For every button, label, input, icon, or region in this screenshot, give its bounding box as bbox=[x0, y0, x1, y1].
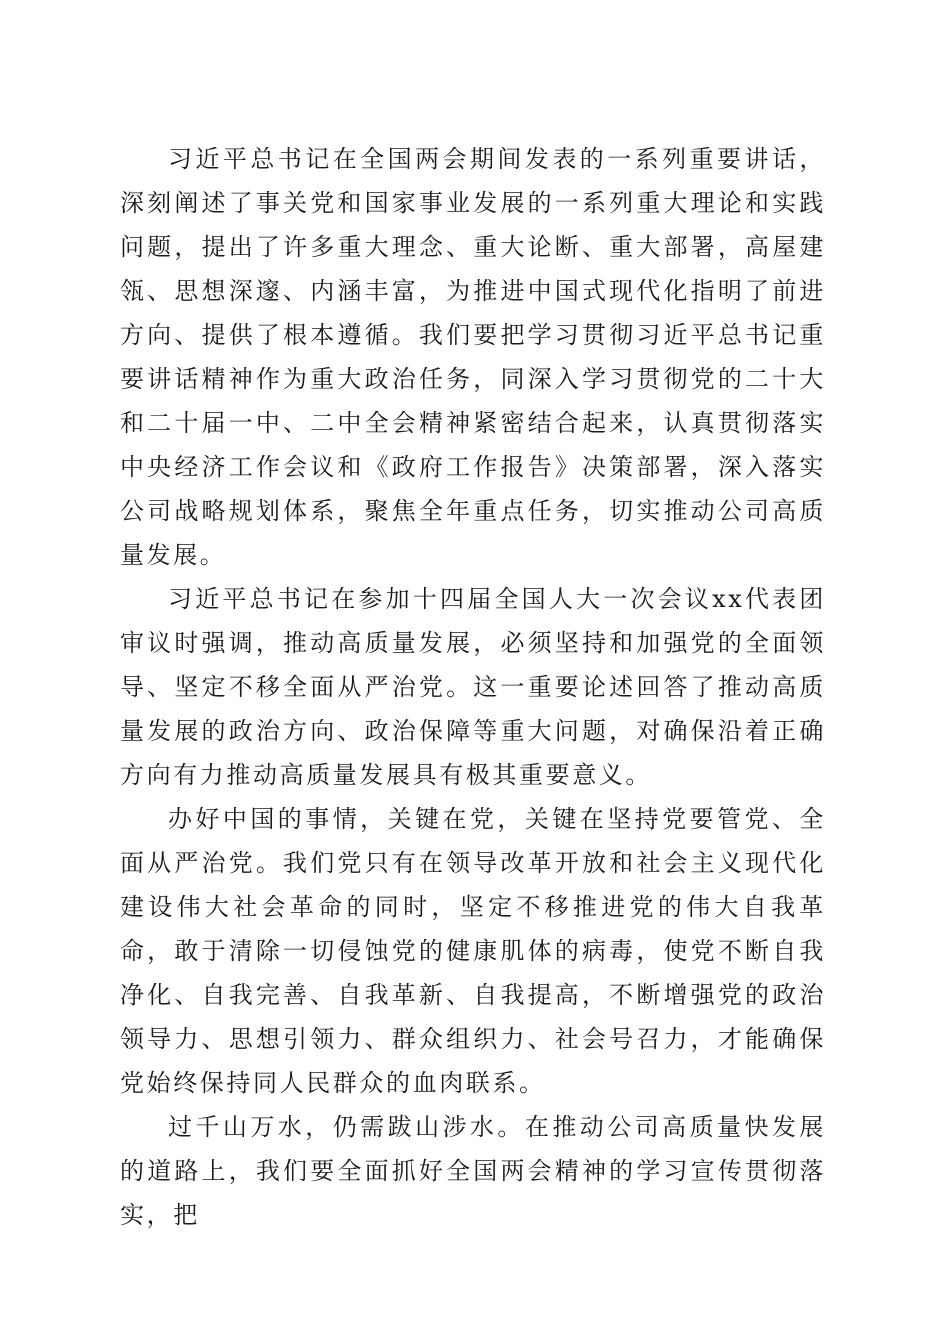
paragraph-1: 习近平总书记在全国两会期间发表的一系列重要讲话，深刻阐述了事关党和国家事业发展的一系列重大理论和实践问题，提出了许多重大理念、重大论断、重大部署，高屋建瓴、思想深邃、内涵丰富，为推进中国式现代化指明了前进方向、提供了根本遵循。我们要把学习贯彻习近平总书记重要讲话精神作为重大政治任务，同深入学习贯彻党的二十大和二十届一中、二中全会精神紧密结合起来，认真贯彻落实中央经济工作会议和《政府工作报告》决策部署，深入落实公司战略规划体系，聚焦全年重点任务，切实推动公司高质量发展。 bbox=[120, 145, 826, 569]
paragraph-2: 习近平总书记在参加十四届全国人大一次会议xx代表团审议时强调，推动高质量发展，必须坚持和加强党的全面领导、坚定不移全面从严治党。这一重要论述回答了推动高质量发展的政治方向、政治保障等重大问题，对确保沿着正确方向有力推动高质量发展具有极其重要意义。 bbox=[120, 585, 826, 789]
paragraph-3: 办好中国的事情，关键在党，关键在坚持党要管党、全面从严治党。我们党只有在领导改革开放和社会主义现代化建设伟大社会革命的同时，坚定不移推进党的伟大自我革命，敢于清除一切侵蚀党的健康肌体的病毒，使党不断自我净化、自我完善、自我革新、自我提高，不断增强党的政治领导力、思想引领力、群众组织力、社会号召力，才能确保党始终保持同人民群众的血肉联系。 bbox=[120, 805, 826, 1097]
paragraph-4: 过千山万水，仍需跋山涉水。在推动公司高质量快发展的道路上，我们要全面抓好全国两会精神的学习宣传贯彻落实，把 bbox=[120, 1113, 826, 1229]
